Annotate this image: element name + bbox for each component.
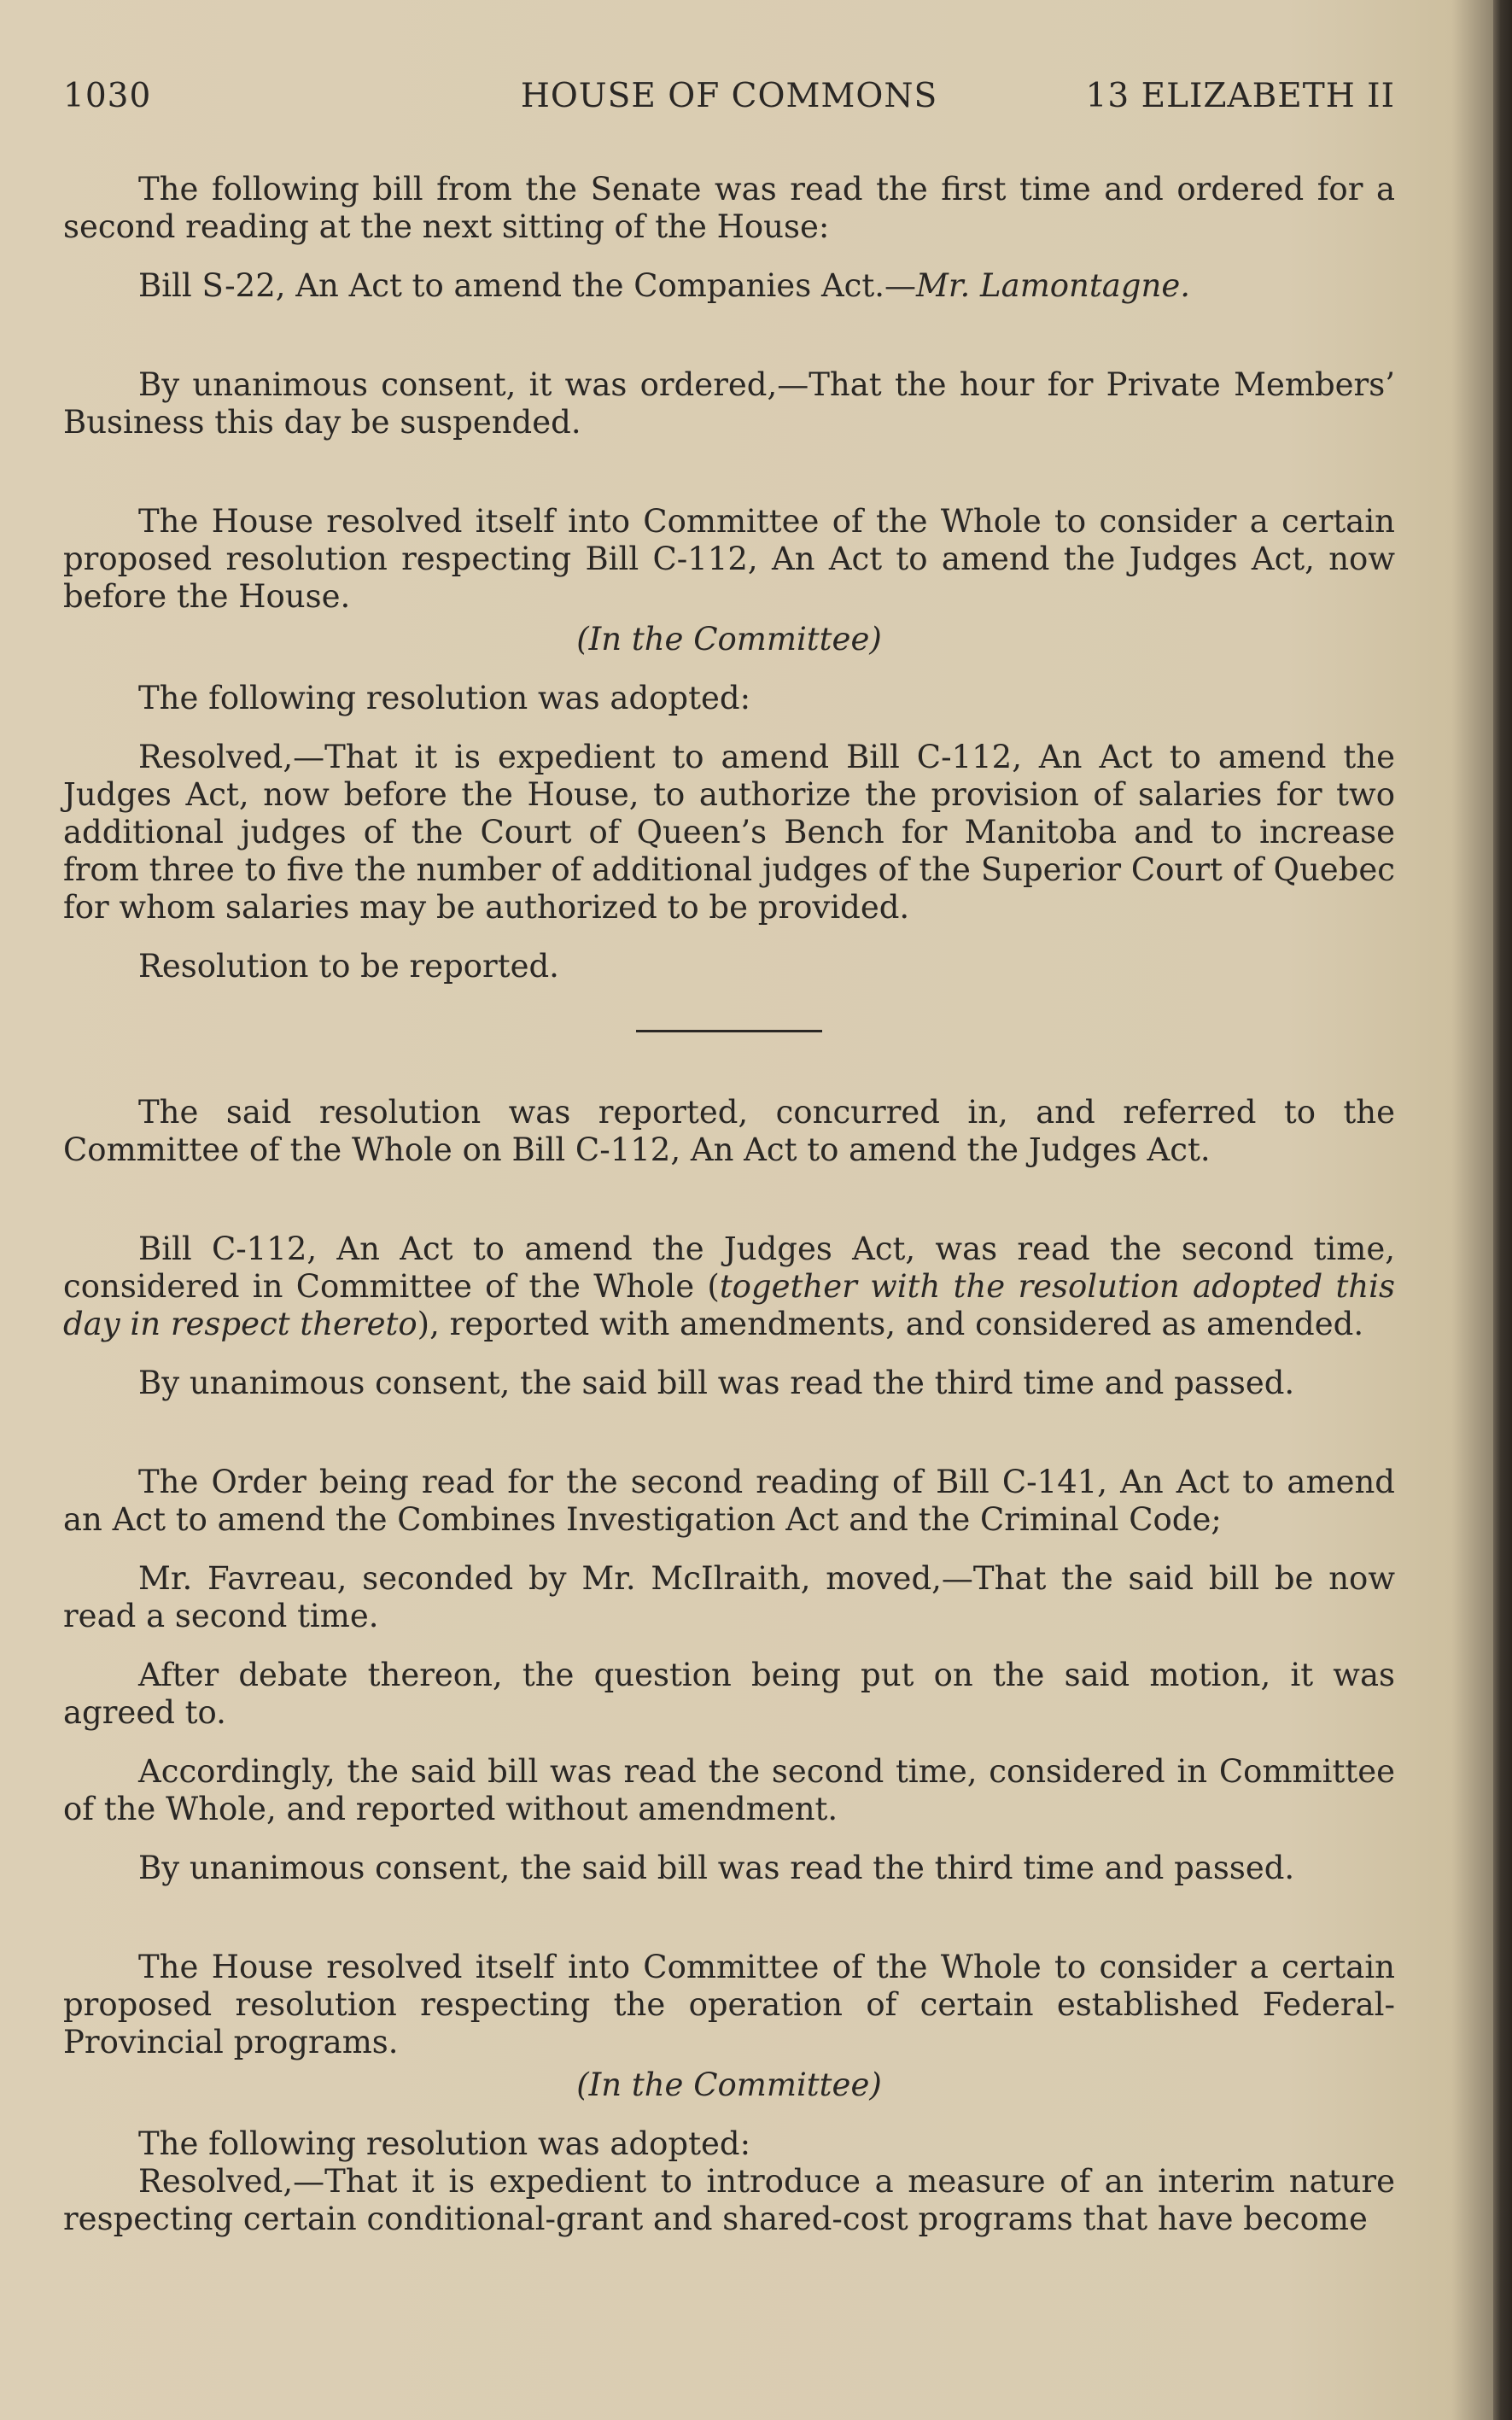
- paragraph-italic-text: together with the resolution adopted this day in respect thereto: [63, 1268, 1395, 1342]
- page-edge: [1493, 0, 1512, 2420]
- paragraph: The House resolved itself into Committee of the Whole to consider a certain proposed resolution respecting the operation of certain established Federal-Provincial programs.: [63, 1949, 1395, 2061]
- paragraph: The Order being read for the second reading of Bill C-141, An Act to amend an Act to amend the Combines Investigation Act and the Criminal Code;: [63, 1464, 1395, 1538]
- paragraph: After debate thereon, the question being put on the said motion, it was agreed to.: [63, 1657, 1395, 1731]
- sponsor-name: Mr. Lamontagne.: [916, 267, 1190, 304]
- paren-close: ): [869, 621, 882, 658]
- resolution-text: Resolved,—That it is expedient to amend Bill C-112, An Act to amend the Judges Act, now before the House, to authorize the provision of salaries for two additional judges of the Court of Queen’s Bench for Manitoba and to increase from three to five the number of additional judges of the Superior Court of Quebec for whom salaries may be authorized to be provided.: [63, 739, 1395, 926]
- committee-heading: [63, 2066, 1395, 2104]
- paragraph: [63, 267, 1395, 305]
- paren-close: ): [869, 2066, 882, 2103]
- running-header: [63, 77, 1395, 128]
- paragraph: By unanimous consent, it was ordered,—That the hour for Private Members’ Business this day be suspended.: [63, 366, 1395, 441]
- section-divider: [636, 1030, 822, 1032]
- paragraph: By unanimous consent, the said bill was read the third time and passed.: [138, 1365, 1295, 1401]
- bill-title: Bill S-22, An Act to amend the Companies Act.—: [138, 267, 917, 304]
- paren-open: (: [576, 2066, 589, 2103]
- paragraph: The House resolved itself into Committee of the Whole to consider a certain proposed resolution respecting Bill C-112, An Act to amend the Judges Act, now before the House.: [63, 503, 1395, 615]
- header-title: HOUSE OF COMMONS: [520, 77, 938, 115]
- paragraph: Resolution to be reported.: [138, 948, 559, 985]
- header-regnal-year: 13 ELIZABETH II: [1085, 77, 1395, 115]
- page-number: 1030: [63, 77, 152, 115]
- journal-text: [63, 171, 1395, 2238]
- paragraph: Mr. Favreau, seconded by Mr. McIlraith, moved,—That the said bill be now read a second time.: [63, 1560, 1395, 1634]
- resolution-text: Resolved,—That it is expedient to introduce a measure of an interim nature respecting certain conditional-grant and shared-cost programs that have become: [63, 2163, 1395, 2237]
- paragraph: The following resolution was adopted:: [138, 2125, 751, 2162]
- paragraph-text: Bill C-112, An Act to amend the Judges Act, was read the second time, considered in Committee of the Whole (: [63, 1230, 1395, 1305]
- committee-heading-text: In the Committee: [588, 2066, 870, 2103]
- paragraph: [63, 1230, 1395, 1343]
- paragraph: The said resolution was reported, concurred in, and referred to the Committee of the Whole on Bill C-112, An Act to amend the Judges Act.: [63, 1094, 1395, 1168]
- paragraph: Accordingly, the said bill was read the second time, considered in Committee of the Whole, and reported without amendment.: [63, 1753, 1395, 1827]
- paren-open: (: [576, 621, 589, 658]
- paragraph: The following resolution was adopted:: [138, 680, 751, 716]
- paragraph: The following bill from the Senate was read the first time and ordered for a second reading at the next sitting of the House:: [63, 171, 1395, 245]
- paragraph: By unanimous consent, the said bill was read the third time and passed.: [138, 1850, 1295, 1886]
- committee-heading-text: In the Committee: [588, 621, 870, 658]
- committee-heading: [63, 621, 1395, 658]
- paragraph-text: ), reported with amendments, and considered as amended.: [417, 1306, 1364, 1342]
